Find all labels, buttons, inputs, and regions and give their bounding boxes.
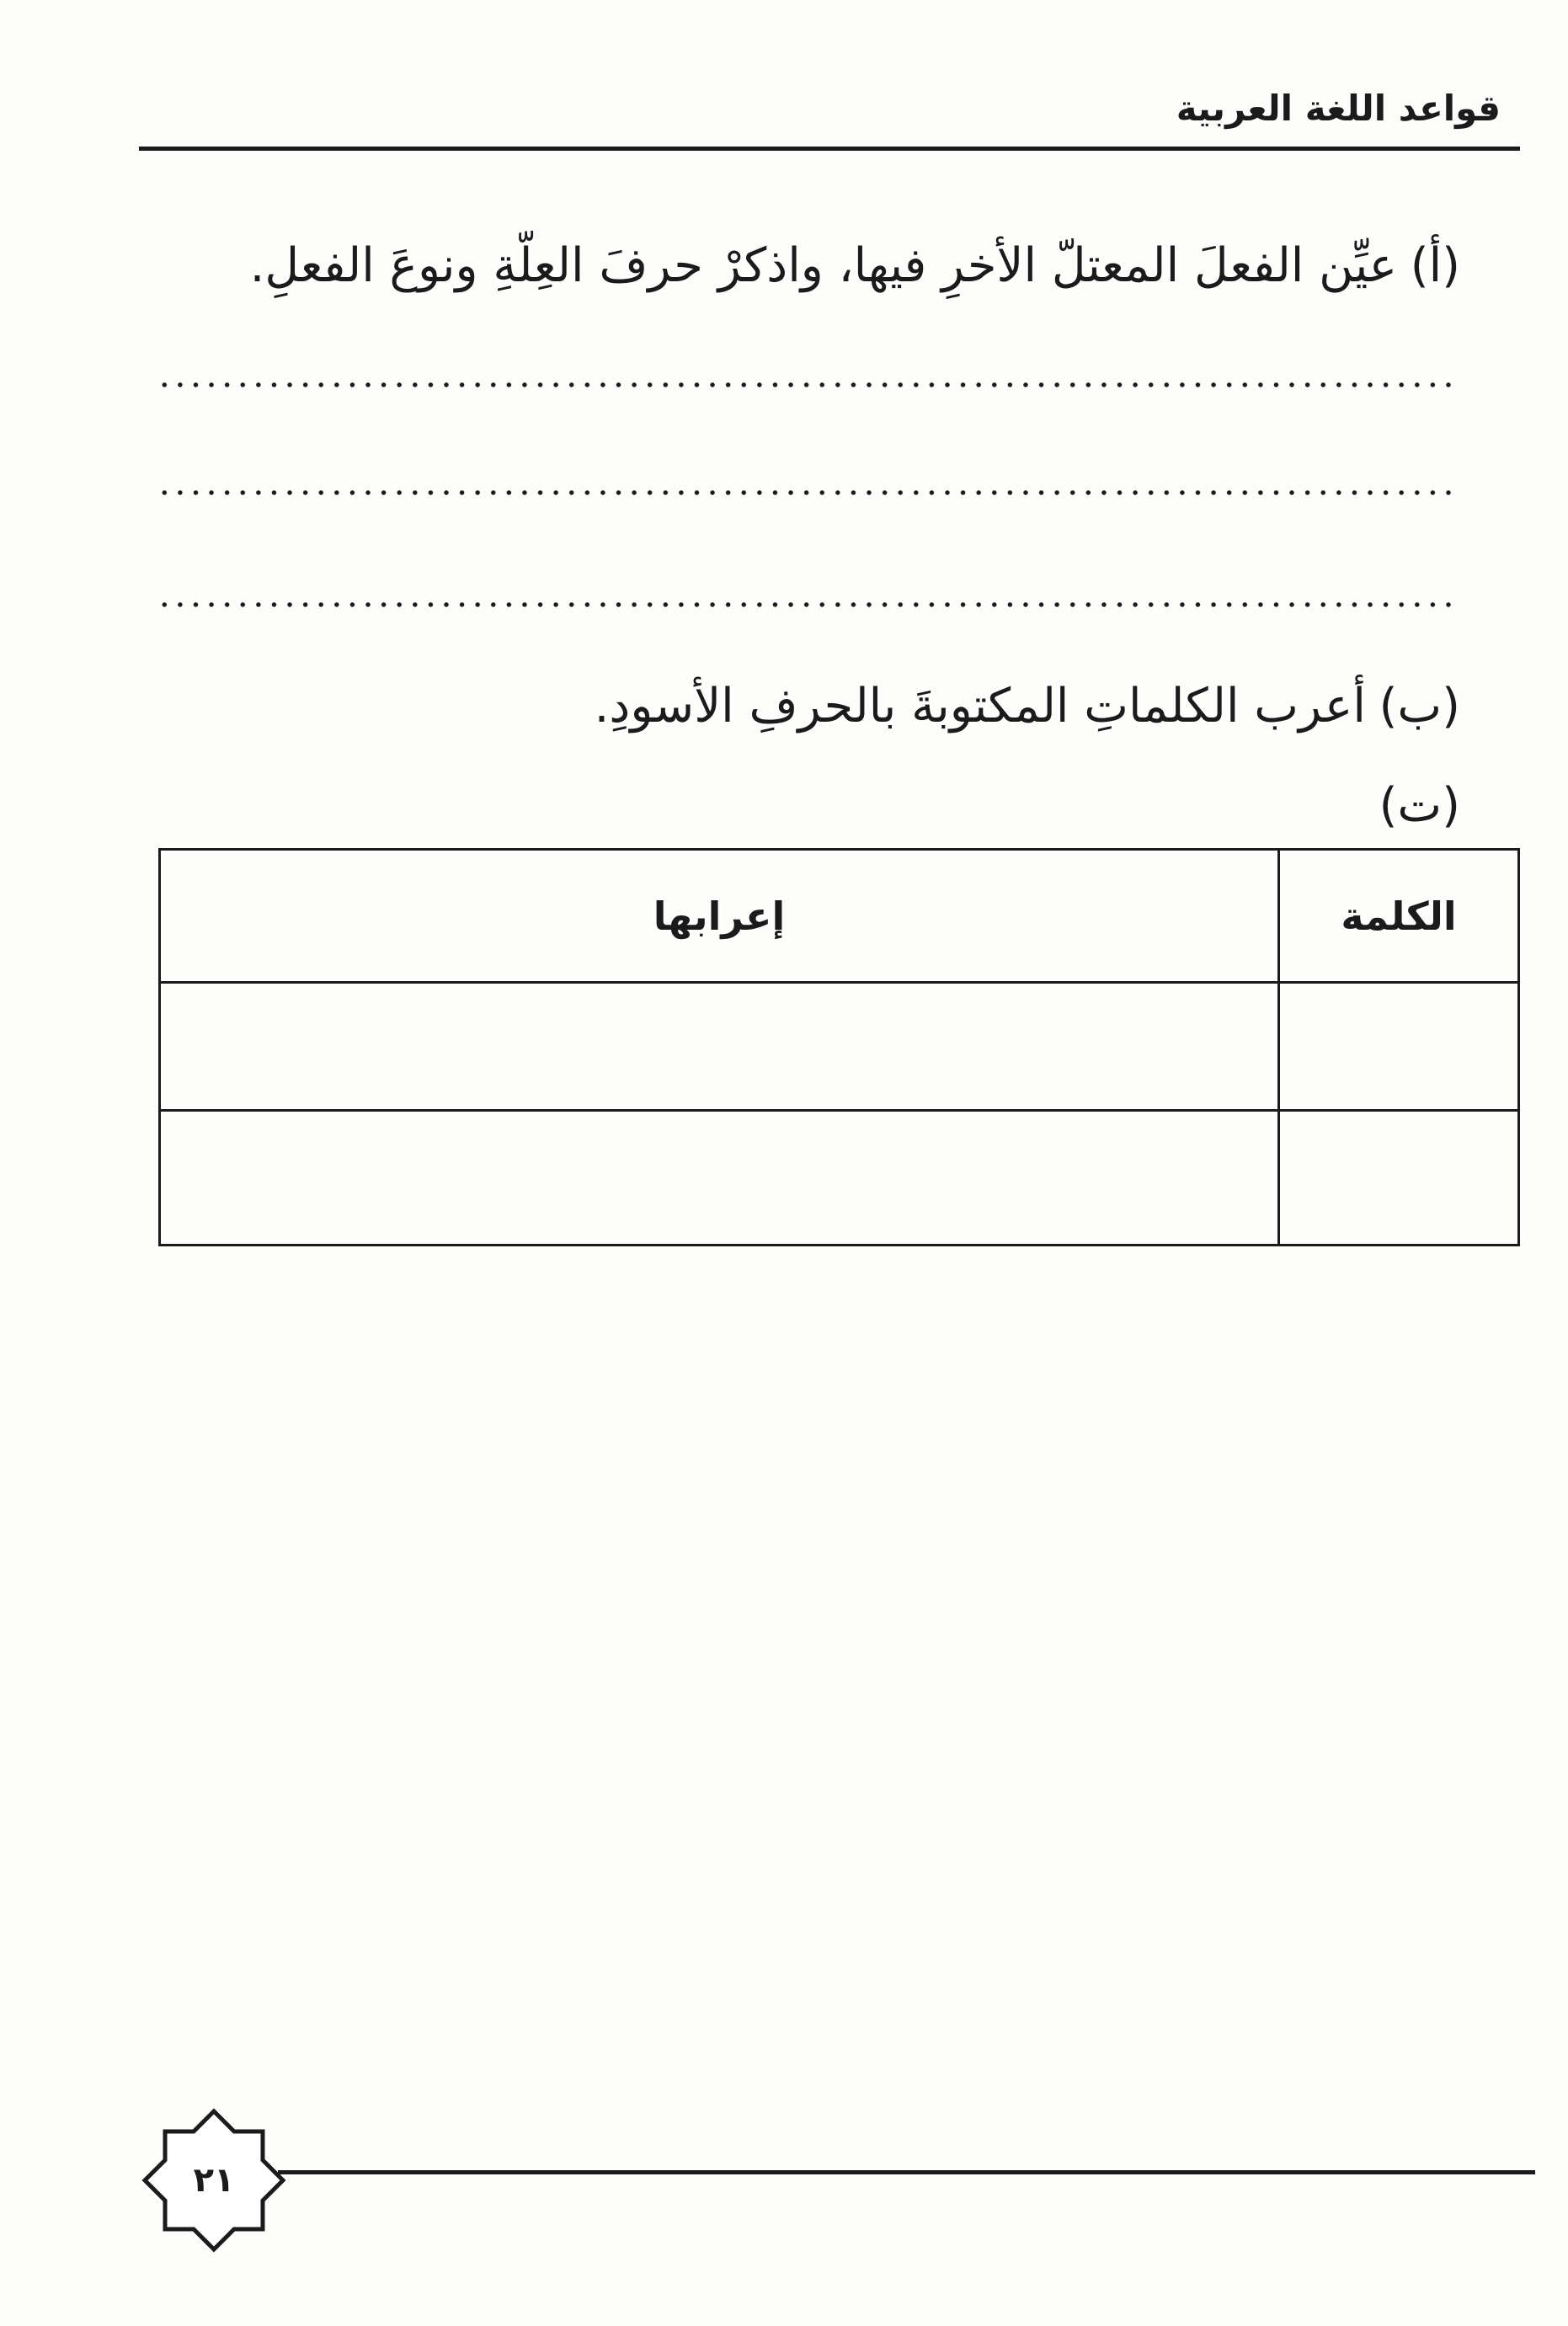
parsing-cell xyxy=(160,1111,1279,1246)
exercise-item-a xyxy=(138,231,1460,301)
book-title: قواعد اللغة العربية xyxy=(1176,88,1501,129)
item-b-label: (ب) xyxy=(1379,679,1460,734)
column-header-word: الكلمة xyxy=(1279,850,1519,983)
exercise-item-b xyxy=(138,671,1460,742)
exercise-item-c xyxy=(138,771,1460,841)
footer-rule xyxy=(278,2170,1535,2174)
table-row xyxy=(160,983,1519,1111)
page-number-badge xyxy=(138,2105,290,2256)
table-header-row xyxy=(160,850,1519,983)
answer-line xyxy=(157,381,1456,389)
table-row xyxy=(160,1111,1519,1246)
parsing-table xyxy=(158,848,1520,1246)
answer-line xyxy=(157,488,1456,497)
parsing-cell xyxy=(160,983,1279,1111)
item-b-text: أعرب الكلماتِ المكتوبةَ بالحرفِ الأسودِ. xyxy=(594,679,1366,734)
page-number: ٢١ xyxy=(193,2161,235,2200)
column-header-parsing: إعرابها xyxy=(160,850,1279,983)
answer-line xyxy=(157,600,1456,609)
word-cell xyxy=(1279,983,1519,1111)
word-cell xyxy=(1279,1111,1519,1246)
item-a-label: (أ) xyxy=(1410,238,1460,293)
header-rule xyxy=(139,147,1520,151)
item-a-text: عيِّن الفعلَ المعتلّ الأخرِ فيها، واذكرْ حرفَ العِلَّةِ ونوعَ الفعلِ. xyxy=(249,238,1398,293)
item-c-label: (ت) xyxy=(1379,778,1460,833)
